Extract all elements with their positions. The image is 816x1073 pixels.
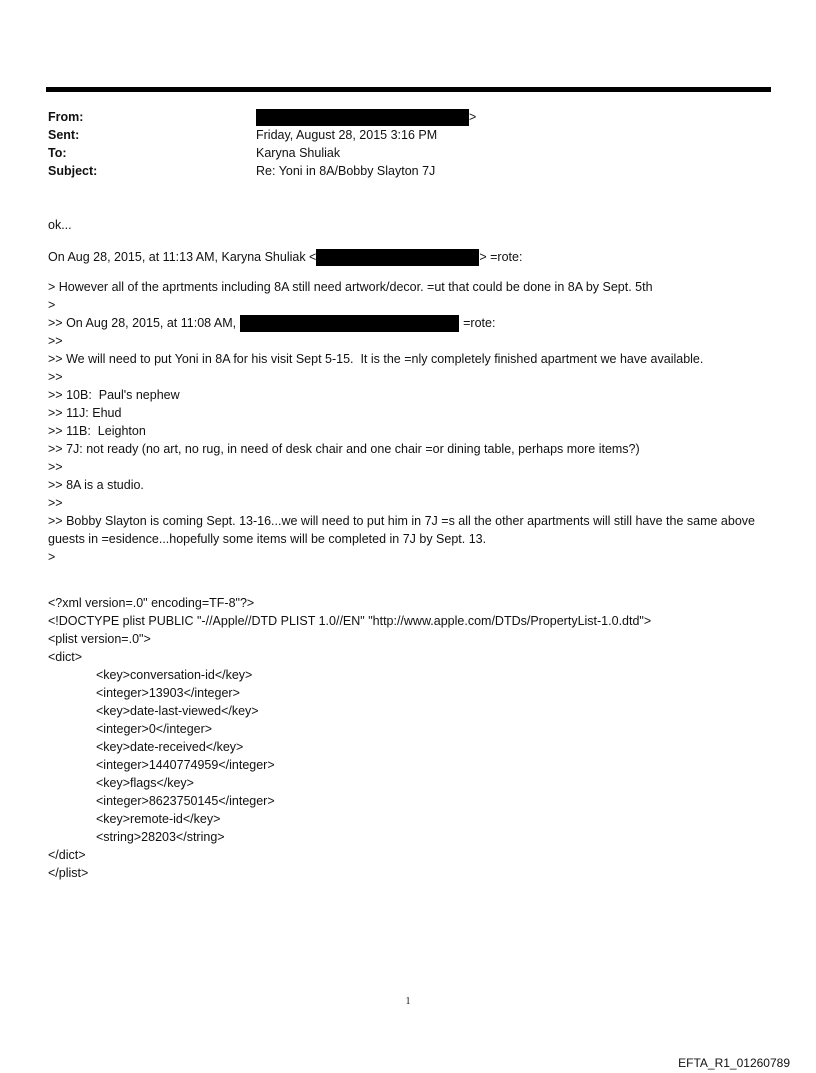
body-opening: ok... [48, 218, 72, 232]
quote-header-1-suffix: > =rote: [479, 250, 523, 264]
quote-line: > [48, 550, 56, 564]
email-body [48, 216, 778, 566]
quote-line: > [48, 298, 56, 312]
xml-entry: <string>28203</string> [96, 830, 225, 844]
xml-dict-open: <dict> [48, 650, 83, 664]
quote-line: >> 10B: Paul's nephew [48, 388, 180, 402]
xml-plist-open: <plist version=.0"> [48, 632, 151, 646]
xml-dict-close: </dict> [48, 848, 86, 862]
subject-label: Subject: [48, 164, 98, 178]
xml-entry: <key>date-last-viewed</key> [96, 704, 259, 718]
xml-entry: <key>flags</key> [96, 776, 194, 790]
quote-header-1 [48, 248, 778, 266]
quote-line: >> 7J: not ready (no art, no rug, in need of desk chair and one chair =or dining table, perhaps more items?) [48, 442, 640, 456]
xml-entry: <integer>8623750145</integer> [96, 794, 275, 808]
quote-line: >> [48, 496, 63, 510]
page-number: 1 [405, 996, 411, 1007]
xml-entry: <integer>1440774959</integer> [96, 758, 275, 772]
quote-line: >> 11J: Ehud [48, 406, 122, 420]
quote-header-1-prefix: On Aug 28, 2015, at 11:13 AM, Karyna Shuliak < [48, 250, 317, 264]
redaction-bar [256, 109, 469, 126]
quote-line: >> We will need to put Yoni in 8A for his visit Sept 5-15. It is the =nly completely finished apartment we have available. [48, 352, 704, 366]
quote-line: >> [48, 460, 63, 474]
quote-header-2 [48, 314, 778, 332]
from-value [256, 109, 476, 126]
redaction-bar [316, 249, 479, 266]
subject-value: Re: Yoni in 8A/Bobby Slayton 7J [256, 164, 436, 178]
quote-line: >> [48, 334, 63, 348]
xml-plist-close: </plist> [48, 866, 89, 880]
sent-value: Friday, August 28, 2015 3:16 PM [256, 128, 438, 142]
quote-line: >> Bobby Slayton is coming Sept. 13-16...we will need to put him in 7J =s all the other apartments will still have the same above guests in =esidence...hopefully some items will be completed in 7J by Sept. 13. [48, 514, 755, 546]
header-rule [46, 87, 771, 92]
quote-line: >> [48, 370, 63, 384]
quote-line: > However all of the aprtments including 8A still need artwork/decor. =ut that could be done in 8A by Sept. 5th [48, 280, 653, 294]
from-value-suffix: > [469, 110, 477, 124]
from-label: From: [48, 110, 84, 124]
redaction-bar [240, 315, 459, 332]
sent-label: Sent: [48, 128, 80, 142]
xml-entry: <integer>0</integer> [96, 722, 213, 736]
to-label: To: [48, 146, 67, 160]
xml-entry: <key>remote-id</key> [96, 812, 221, 826]
quote-header-2-suffix: =rote: [463, 316, 496, 330]
xml-doctype: <!DOCTYPE plist PUBLIC "-//Apple//DTD PLIST 1.0//EN" "http://www.apple.com/DTDs/PropertyList-1.0.dtd"> [48, 614, 652, 628]
quote-header-2-prefix: >> On Aug 28, 2015, at 11:08 AM, [48, 316, 237, 330]
quote-line: >> 11B: Leighton [48, 424, 146, 438]
xml-entry: <key>date-received</key> [96, 740, 244, 754]
xml-entry: <key>conversation-id</key> [96, 668, 253, 682]
xml-entry: <integer>13903</integer> [96, 686, 240, 700]
to-value: Karyna Shuliak [256, 146, 341, 160]
plist-block [48, 594, 778, 882]
quote-line: >> 8A is a studio. [48, 478, 144, 492]
xml-declaration: <?xml version=.0" encoding=TF-8"?> [48, 596, 255, 610]
document-id: EFTA_R1_01260789 [678, 1056, 790, 1070]
